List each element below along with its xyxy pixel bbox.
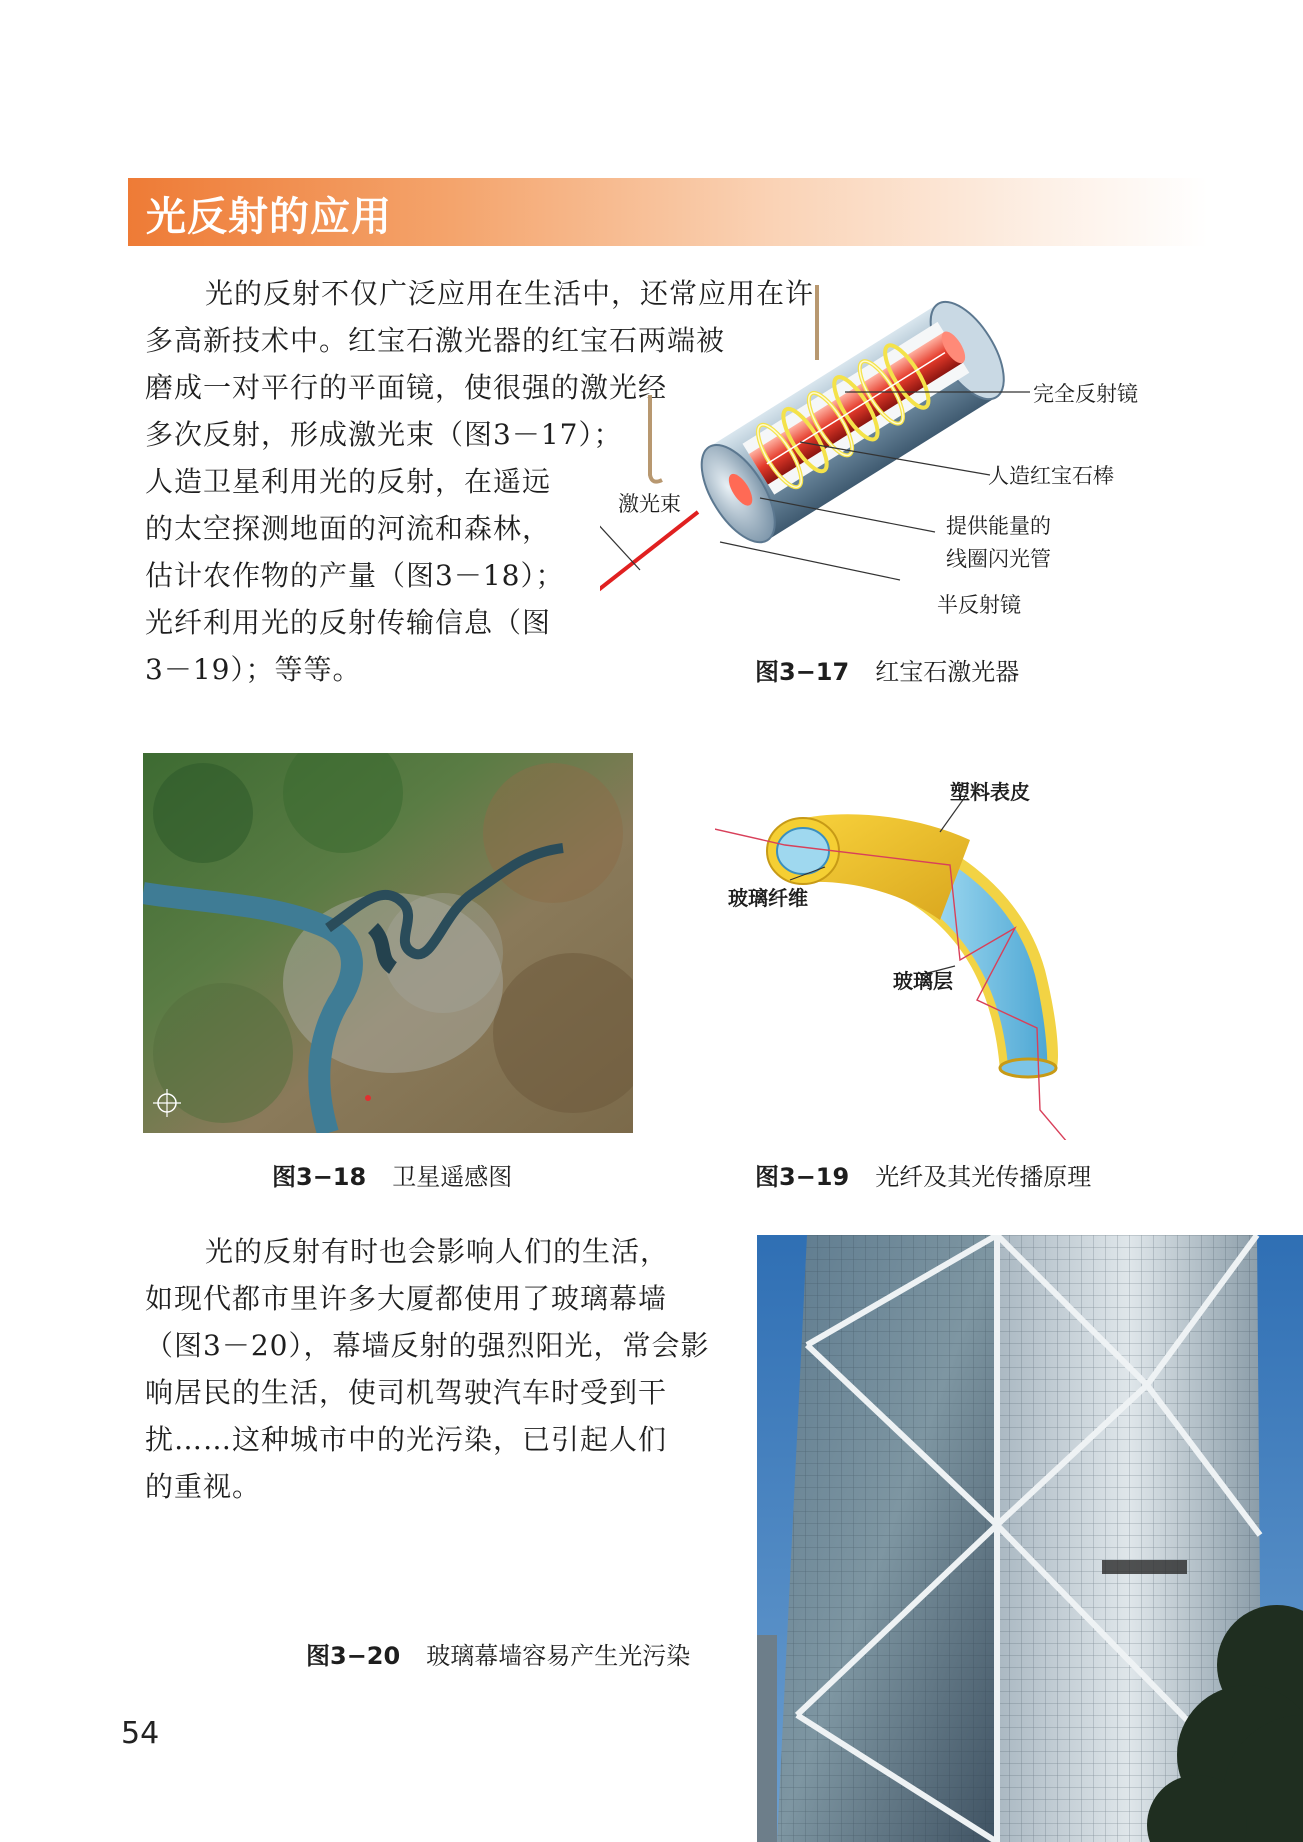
paragraph-line: 光的反射有时也会影响人们的生活， [205,1235,670,1268]
ruby-laser-illustration [600,280,1160,630]
caption-fig-3-17 [755,652,1019,687]
caption-number: 图3−19 [755,1163,850,1191]
paragraph-line: 3－19）；等等。 [145,653,362,686]
page-number: 54 [121,1716,160,1751]
paragraph-line: （图3－20），幕墙反射的强烈阳光，常会影 [145,1329,710,1362]
paragraph-line: 多高新技术中。红宝石激光器的红宝石两端被 [145,324,726,357]
glass-building-photo [757,1235,1303,1842]
paragraph-2 [145,1228,709,1510]
label-flash-tube-2: 线圈闪光管 [946,547,1051,571]
paragraph-line: 的重视。 [145,1470,262,1503]
label-glass-layer: 玻璃层 [893,969,953,993]
caption-number: 图3−18 [272,1163,367,1191]
label-laser-beam: 激光束 [618,492,681,516]
caption-text: 光纤及其光传播原理 [875,1163,1092,1191]
optical-fiber-illustration [715,770,1115,1140]
label-ruby-rod: 人造红宝石棒 [988,464,1114,488]
paragraph-line: 如现代都市里许多大厦都使用了玻璃幕墙 [145,1282,668,1315]
satellite-image [143,753,633,1133]
laser-beam [600,512,698,620]
section-title: 光反射的应用 [146,194,392,240]
caption-number: 图3−20 [306,1642,401,1670]
paragraph-line: 估计农作物的产量（图3－18）； [145,559,565,592]
label-flash-tube-1: 提供能量的 [946,514,1051,538]
caption-text: 红宝石激光器 [875,658,1020,686]
paragraph-line: 磨成一对平行的平面镜，使很强的激光经 [145,371,668,404]
paragraph-line: 多次反射，形成激光束（图3－17）； [145,418,623,451]
paragraph-line: 光纤利用光的反射传输信息（图 [145,606,552,639]
paragraph-line: 响居民的生活，使司机驾驶汽车时受到干 [145,1376,668,1409]
paragraph-line: 扰……这种城市中的光污染，已引起人们 [145,1423,668,1456]
caption-fig-3-20 [306,1636,690,1671]
paragraph-line: 光的反射不仅广泛应用在生活中，还常应用在许 [205,277,815,310]
paragraph-line: 的太空探测地面的河流和森林， [145,512,552,545]
label-glass-fiber: 玻璃纤维 [728,886,808,910]
paragraph-line: 人造卫星利用光的反射，在遥远 [145,465,552,498]
caption-text: 卫星遥感图 [392,1163,513,1191]
label-half-mirror: 半反射镜 [937,593,1021,617]
label-full-mirror: 完全反射镜 [1033,382,1138,406]
label-plastic-skin: 塑料表皮 [950,780,1030,804]
caption-fig-3-19 [755,1157,1091,1192]
caption-text: 玻璃幕墙容易产生光污染 [426,1642,691,1670]
caption-fig-3-18 [272,1157,512,1192]
caption-number: 图3−17 [755,658,850,686]
